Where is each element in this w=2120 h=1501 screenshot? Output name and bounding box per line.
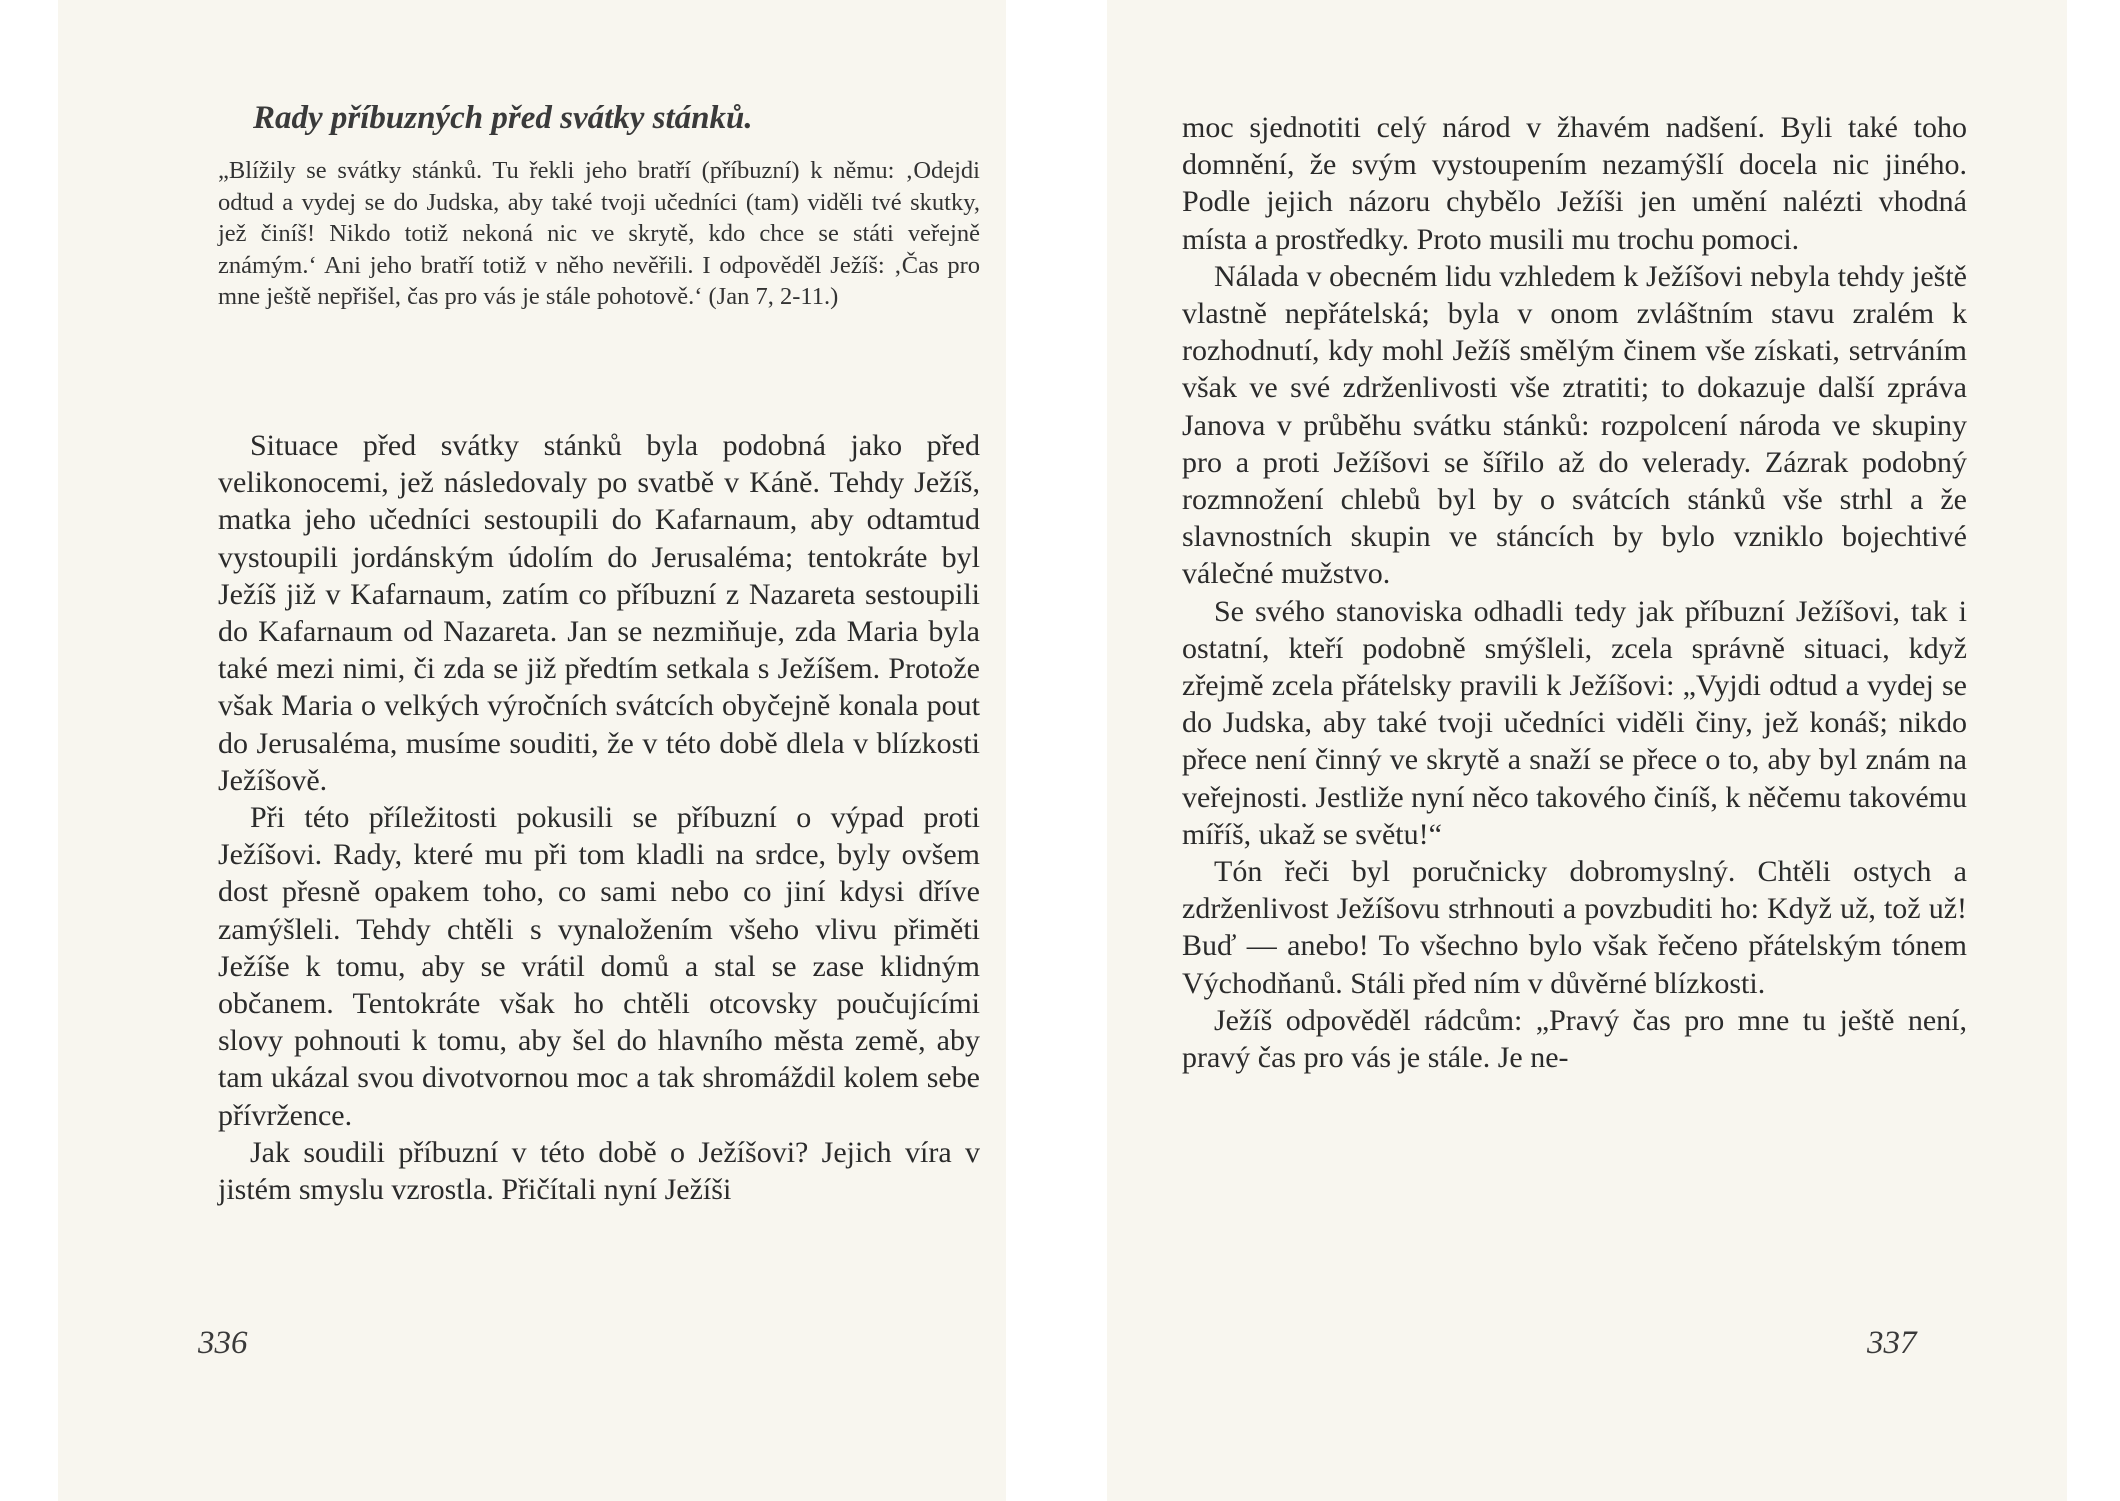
paragraph: Situace před svátky stánků byla podobná jako před velikonocemi, jež následovaly po svatbě v Káně. Tehdy Ježíš, matka jeho učedníci sestoupili do Kafarnaum, aby odtamtud vystoupili jordánským údolím do Jerusaléma; tentokráte byl Ježíš již v Kafarnaum, zatím co příbuzní z Nazareta sestoupili do Kafarnaum od Nazareta. Jan se nezmiňuje, zda Maria byla také mezi nimi, či zda se již předtím setkala s Ježíšem. Protože však Maria o velkých výročních svátcích obyčejně konala pout do Jerusaléma, musíme souditi, že v této době dlela v blízkosti Ježíšově. xyxy=(218,429,980,797)
right-page xyxy=(1107,0,2067,1501)
right-body-text xyxy=(1182,109,1967,1076)
chapter-heading: Rady příbuzných před svátky stánků. xyxy=(253,100,753,136)
paragraph: Tón řeči byl poručnicky dobromyslný. Chtěli ostych a zdrženlivost Ježíšovu strhnouti a povzbuditi ho: Když už, tož už! Buď — anebo! To všechno bylo však řečeno přátelským tónem Východňanů. Stáli před ním v důvěrné blízkosti. xyxy=(1182,855,1967,1000)
paragraph: moc sjednotiti celý národ v žhavém nadšení. Byli také toho domnění, že svým vystoupením nezamýšlí docela nic jiného. Podle jejich názoru chybělo Ježíši jen umění nalézti vhodná místa a prostředky. Proto musili mu trochu pomoci. xyxy=(1182,111,1967,256)
page-number: 337 xyxy=(1867,1325,1917,1361)
paragraph: Ježíš odpověděl rádcům: „Pravý čas pro mne tu ještě není, pravý čas pro vás je stále. Je ne- xyxy=(1182,1003,1967,1075)
paragraph: Se svého stanoviska odhadli tedy jak příbuzní Ježíšovi, tak i ostatní, kteří podobně smýšleli, zcela správně situaci, když zřejmě zcela přátelsky pravili k Ježíšovi: „Vyjdi odtud a vydej se do Judska, aby také tvoji učedníci viděli činy, jež konáš; nikdo přece není činný ve skrytě a snaží se přece o to, aby byl znám na veřejnosti. Jestliže nyní něco takového činíš, k něčemu takovému míříš, ukaž se světu!“ xyxy=(1182,594,1967,851)
quote-text: „Blížily se svátky stánků. Tu řekli jeho bratří (příbuzní) k němu: ‚Odejdi odtud a vydej se do Judska, aby také tvoji učedníci (tam) viděli tvé skutky, jež činíš! Nikdo totiž nekoná nic ve skrytě, kdo chce se státi veřejně známým.‘ Ani jeho bratří totiž v něho nevěřili. I odpověděl Ježíš: ‚Čas pro mne ještě nepřišel, čas pro vás je stále pohotově.‘ (Jan 7, 2-11.) xyxy=(218,157,980,311)
left-body-text xyxy=(218,427,980,1208)
paragraph: Nálada v obecném lidu vzhledem k Ježíšovi nebyla tehdy ještě vlastně nepřátelská; byla v onom zvláštním stavu zralém k rozhodnutí, kdy mohl Ježíš smělým činem vše získati, setrváním však ve své zdrženlivosti vše ztratiti; to dokazuje další zpráva Janova v průběhu svátku stánků: rozpolcení národa ve skupiny pro a proti Ježíšovi se šířilo až do velerady. Zázrak podobný rozmnožení chlebů byl by o svátcích stánků vše strhl a že slavnostních skupin ve stáncích by bylo vzniklo bojechtivé válečné mužstvo. xyxy=(1182,259,1967,591)
page-number: 336 xyxy=(198,1325,248,1361)
paragraph: Jak soudili příbuzní v této době o Ježíšovi? Jejich víra v jistém smyslu vzrostla. Přičítali nyní Ježíši xyxy=(218,1135,980,1207)
left-page xyxy=(58,0,1006,1501)
paragraph: Při této příležitosti pokusili se příbuzní o výpad proti Ježíšovi. Rady, které mu při tom kladli na srdce, byly ovšem dost přesně opakem toho, co sami nebo co jiní kdysi dříve zamýšleli. Tehdy chtěli s vynaložením všeho vlivu přiměti Ježíše k tomu, aby se vrátil domů a stal se zase klidným občanem. Tentokráte však ho chtěli otcovsky poučujícími slovy pohnouti k tomu, aby šel do hlavního města země, aby tam ukázal svou divotvornou moc a tak shromáždil kolem sebe přívržence. xyxy=(218,801,980,1132)
scripture-quote xyxy=(218,155,980,313)
